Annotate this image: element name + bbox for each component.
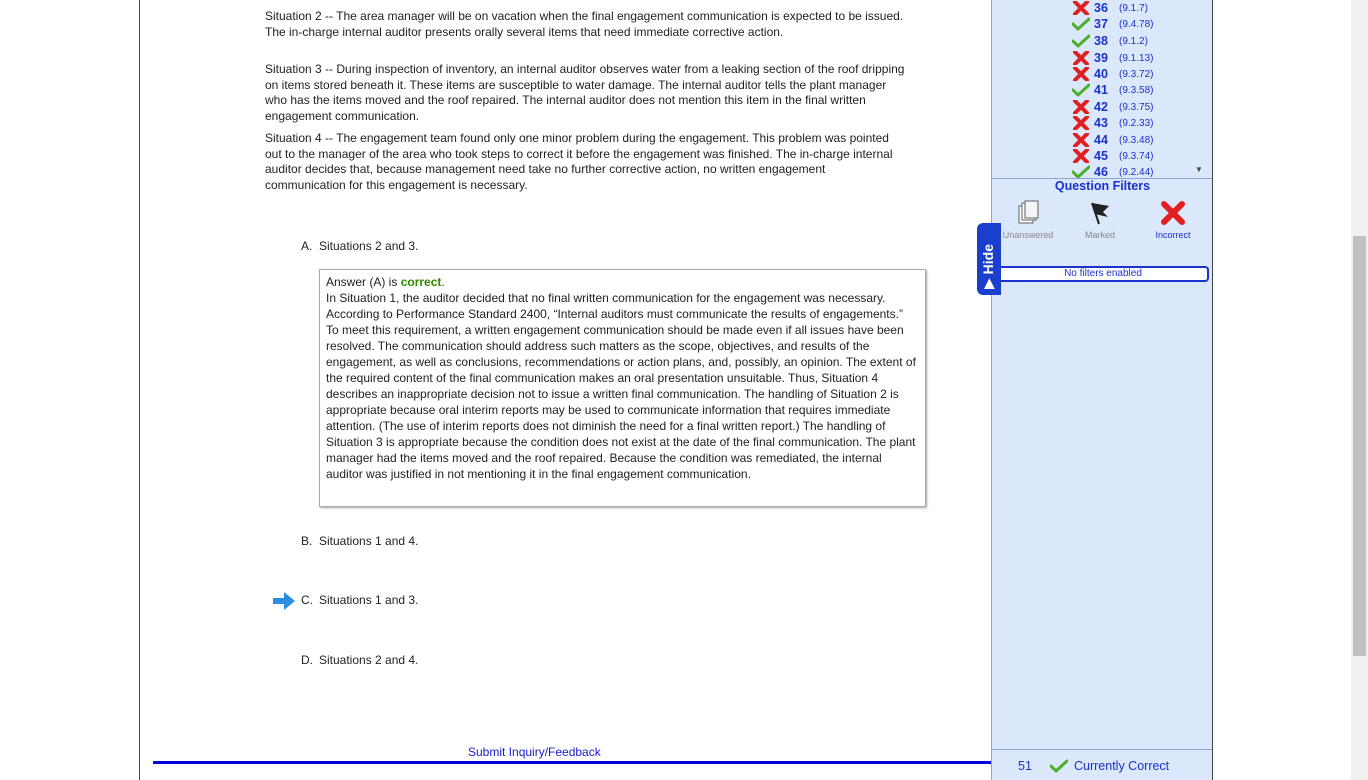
verdict-word: correct <box>400 275 442 289</box>
selected-answer-arrow-icon <box>272 591 296 611</box>
question-number: 37 <box>1094 17 1108 31</box>
incorrect-x-icon <box>1072 67 1090 81</box>
question-number: 42 <box>1094 100 1108 114</box>
list-scroll-down-icon[interactable]: ▼ <box>1195 165 1203 174</box>
status-divider <box>992 749 1213 750</box>
current-question-status <box>992 751 1213 780</box>
question-list-item[interactable] <box>1072 66 1153 82</box>
hide-label: ▶ Hide <box>980 244 996 289</box>
flag-icon <box>1087 200 1113 226</box>
incorrect-x-icon <box>1072 51 1090 65</box>
filter-marked[interactable] <box>1065 200 1135 240</box>
verdict-prefix: Answer (A) is <box>326 275 401 289</box>
question-ref: (9.3.72) <box>1119 68 1154 80</box>
option-text: Situations 1 and 4. <box>319 534 419 548</box>
current-status-text: Currently Correct <box>1074 758 1170 773</box>
correct-check-icon <box>1050 759 1068 773</box>
option-letter: A. <box>301 239 313 253</box>
incorrect-x-icon <box>1072 133 1090 147</box>
question-list-item[interactable] <box>1072 16 1153 32</box>
page-scrollbar-thumb[interactable] <box>1353 236 1366 656</box>
question-filters-title: Question Filters <box>1054 179 1151 193</box>
correct-check-icon <box>1072 165 1090 178</box>
answer-option-b[interactable] <box>301 534 418 548</box>
correct-check-icon <box>1072 34 1090 48</box>
correct-check-icon <box>1072 83 1090 97</box>
filter-status-box: No filters enabled <box>997 266 1209 282</box>
content-frame-left-border <box>139 0 140 780</box>
question-number: 43 <box>1094 116 1108 130</box>
question-number: 39 <box>1094 51 1108 65</box>
question-list[interactable] <box>992 0 1202 178</box>
filter-label: Unanswered <box>1002 230 1054 240</box>
incorrect-x-icon <box>1160 200 1186 226</box>
question-list-item[interactable] <box>1072 33 1148 49</box>
question-list-item[interactable] <box>1072 148 1153 164</box>
question-list-item[interactable] <box>1072 132 1153 148</box>
filter-incorrect[interactable] <box>1138 200 1208 240</box>
question-number: 36 <box>1094 1 1108 15</box>
question-ref: (9.4.78) <box>1119 18 1154 30</box>
incorrect-x-icon <box>1072 116 1090 130</box>
option-letter: D. <box>301 653 313 667</box>
question-ref: (9.1.7) <box>1119 2 1148 14</box>
filter-label: Marked <box>1084 230 1115 240</box>
question-number: 40 <box>1094 67 1108 81</box>
question-number: 45 <box>1094 149 1108 163</box>
page-scrollbar[interactable] <box>1351 0 1368 780</box>
question-ref: (9.3.74) <box>1119 150 1154 162</box>
option-text: Situations 1 and 3. <box>319 593 419 607</box>
question-ref: (9.3.58) <box>1119 84 1154 96</box>
question-list-item[interactable] <box>1072 99 1153 115</box>
incorrect-x-icon <box>1072 1 1090 15</box>
question-list-item[interactable] <box>1072 115 1153 131</box>
incorrect-x-icon <box>1072 149 1090 163</box>
filter-label: Incorrect <box>1155 230 1191 240</box>
answer-option-d[interactable] <box>301 653 418 667</box>
explanation-verdict-line <box>326 274 918 290</box>
question-ref: (9.3.75) <box>1119 101 1154 113</box>
incorrect-x-icon <box>1072 100 1090 114</box>
question-ref: (9.1.2) <box>1119 35 1148 47</box>
situation-3-text: Situation 3 -- During inspection of inventory, an internal auditor observes water from a leaking section of the roof dripping on items stored beneath it. These items are susceptible to water damage. The internal auditor tells the plant manager who has the items moved and the roof repaired. The internal auditor does not mention this item in the final written engagement communication. <box>265 62 905 123</box>
question-number: 41 <box>1094 83 1108 97</box>
option-text: Situations 2 and 3. <box>319 239 419 253</box>
question-ref: (9.1.13) <box>1119 52 1154 64</box>
question-list-item[interactable] <box>1072 164 1153 178</box>
question-list-item[interactable] <box>1072 82 1153 98</box>
situation-2-text: Situation 2 -- The area manager will be on vacation when the final engagement communication is expected to be issued. The in-charge internal auditor presents orally several items that need immediate corrective action. <box>265 9 904 39</box>
option-letter: B. <box>301 534 313 548</box>
question-ref: (9.3.48) <box>1119 134 1154 146</box>
situation-4-text: Situation 4 -- The engagement team found only one minor problem during the engagement. This problem was pointed out to the manager of the area who took steps to correct it before the engagement was finished. The in-charge internal auditor decides that, because management need take no further corrective action, no written engagement communication for this engagement is necessary. <box>265 131 893 192</box>
question-number: 46 <box>1094 165 1108 178</box>
question-ref: (9.2.33) <box>1119 117 1154 129</box>
question-number: 44 <box>1094 133 1108 147</box>
explanation-body: In Situation 1, the auditor decided that no final written communication for the engagement was necessary. According to Performance Standard 2400, “Internal auditors must communicate the results of engagements.” To meet this requirement, a written engagement communication should be made even if all issues have been resolved. The communication should address such matters as the scope, objectives, and results of the engagement, as well as conclusions, recommendations or action plans, and, possibly, an opinion. The extent of the required content of the final communication makes an oral presentation unsuitable. Thus, Situation 4 describes an inappropriate decision not to issue a written final communication. The handling of Situation 2 is appropriate because oral interim reports may be used to communicate information that requires immediate attention. (The use of interim reports does not diminish the need for a final written report.) The handling of Situation 3 is appropriate because the condition does not exist at the date of the final communication. The plant manager had the items moved and the roof repaired. Because the condition was remediated, the internal auditor was justified in not mentioning it in the final engagement communication. <box>326 291 916 481</box>
option-letter: C. <box>301 593 313 607</box>
hide-sidebar-tab[interactable] <box>977 223 1001 295</box>
current-question-number: 51 <box>1018 758 1032 773</box>
verdict-suffix: . <box>441 275 445 289</box>
question-list-item[interactable] <box>1072 50 1153 66</box>
submit-inquiry-feedback-link[interactable]: Submit Inquiry/Feedback <box>468 745 601 759</box>
question-ref: (9.2.44) <box>1119 166 1154 178</box>
question-number: 38 <box>1094 34 1108 48</box>
correct-check-icon <box>1072 17 1090 31</box>
answer-explanation-box <box>319 269 926 507</box>
option-text: Situations 2 and 4. <box>319 653 419 667</box>
question-list-item[interactable] <box>1072 0 1148 16</box>
question-sidebar <box>991 0 1212 780</box>
content-frame-right-border <box>1212 0 1213 780</box>
filter-unanswered[interactable] <box>993 200 1063 240</box>
footer-divider <box>153 761 993 764</box>
answer-option-c[interactable] <box>301 593 418 607</box>
answer-option-a[interactable] <box>301 239 418 253</box>
unanswered-pages-icon <box>1015 200 1041 226</box>
